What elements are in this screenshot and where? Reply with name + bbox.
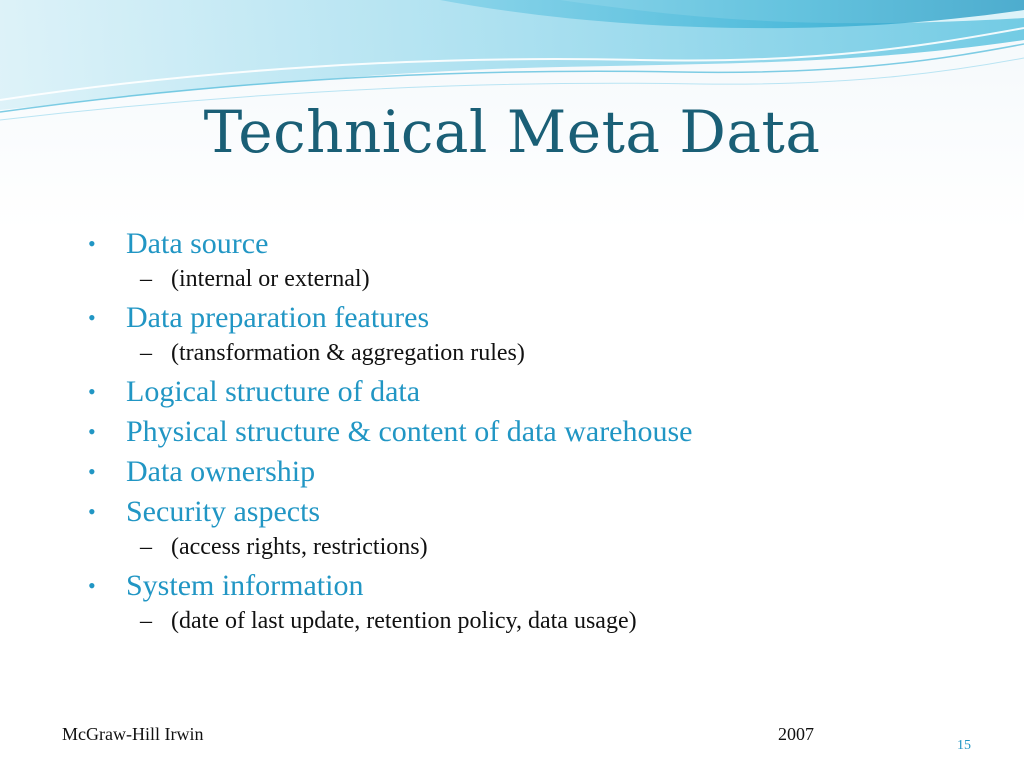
sub-item <box>88 336 988 370</box>
bullet-text: Logical structure of data <box>126 375 421 408</box>
page-number: 15 <box>957 738 971 753</box>
sub-item-text: (transformation & aggregation rules) <box>171 340 525 366</box>
bullet-icon: • <box>88 379 96 404</box>
bullet-item <box>88 226 988 262</box>
footer-year: 2007 <box>778 724 814 744</box>
bullet-icon: • <box>88 499 96 524</box>
sub-item-text: (access rights, restrictions) <box>171 534 428 560</box>
bullet-item <box>88 414 988 450</box>
bullet-item <box>88 374 988 410</box>
bullet-text: System information <box>126 569 364 602</box>
bullet-item <box>88 454 988 490</box>
bullet-text: Physical structure & content of data warehouse <box>126 415 693 448</box>
sub-item-text: (date of last update, retention policy, data usage) <box>171 608 637 634</box>
dash-icon: – <box>140 608 152 634</box>
sub-item <box>88 530 988 564</box>
sub-item-text: (internal or external) <box>171 266 370 292</box>
bullet-item <box>88 494 988 530</box>
dash-icon: – <box>140 534 152 560</box>
bullet-text: Data source <box>126 227 269 260</box>
bullet-icon: • <box>88 573 96 598</box>
sub-item <box>88 604 988 638</box>
bullet-icon: • <box>88 305 96 330</box>
sub-item <box>88 262 988 296</box>
bullet-text: Data preparation features <box>126 301 430 334</box>
dash-icon: – <box>140 340 152 366</box>
bullet-icon: • <box>88 231 96 256</box>
dash-icon: – <box>140 266 152 292</box>
bullet-item <box>88 568 988 604</box>
slide-title: Technical Meta Data <box>203 98 821 166</box>
bullet-text: Security aspects <box>126 495 321 528</box>
bullet-list <box>88 222 988 640</box>
bullet-item <box>88 300 988 336</box>
bullet-icon: • <box>88 459 96 484</box>
bullet-icon: • <box>88 419 96 444</box>
bullet-text: Data ownership <box>126 455 316 488</box>
footer-publisher: McGraw-Hill Irwin <box>62 724 204 744</box>
